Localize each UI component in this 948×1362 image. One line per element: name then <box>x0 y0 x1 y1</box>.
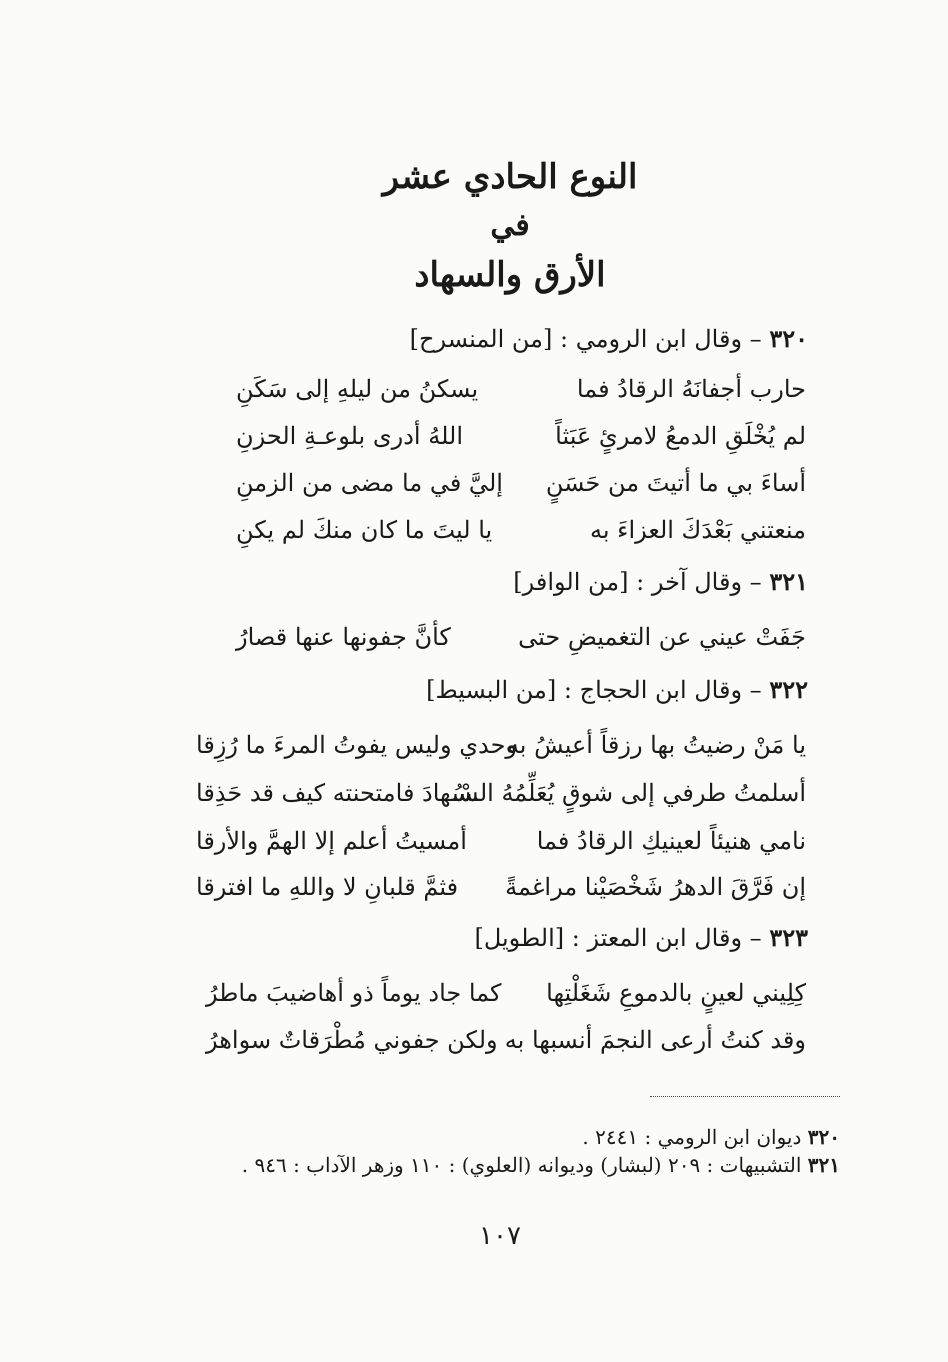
verse-second-hemistich: ـسُهادَ فامتحنته كيف قد حَذِقا <box>196 779 480 807</box>
verse-first-hemistich: منعتني بَعْدَكَ العزاءَ به <box>590 516 806 544</box>
poem-intro-323 <box>474 918 808 958</box>
footnote-text: التشبيهات : ٢٠٩ (لبشار) وديوانه (العلوي) : ١١٠ وزهر الآداب : ٩٤٦ . <box>241 1153 802 1177</box>
verse-second-hemistich: كأنَّ جفونها عنها قصارُ <box>236 623 451 651</box>
heading-line-1: النوع الحادي عشر <box>382 157 638 197</box>
verse-second-hemistich: فثمَّ قلبانِ لا واللهِ ما افترقا <box>196 873 459 901</box>
poem-number: ٣٢٣ <box>769 923 808 952</box>
poem-number: ٣٢١ <box>769 567 808 596</box>
poem-intro-320 <box>410 319 808 359</box>
poem-intro-text: – وقال ابن المعتز : [الطويل] <box>474 924 762 952</box>
verse-first-hemistich: لم يُخْلَقِ الدمعُ لامرئٍ عَبَثاً <box>555 422 806 450</box>
footnote-text: ديوان ابن الرومي : ٢٤٤١ . <box>582 1125 802 1149</box>
footnote-divider <box>650 1096 840 1097</box>
verse-first-hemistich: أسلمتُ طرفي إلى شوقٍ يُعَلِّمُهُ السْـ <box>451 779 806 807</box>
page-number: ١٠٧ <box>479 1221 521 1251</box>
poem-intro-321 <box>513 562 808 602</box>
verse-first-hemistich: كِلِيني لعينٍ بالدموعِ شَغَلْتِها <box>546 979 806 1007</box>
footnote-320 <box>582 1122 840 1152</box>
verse-first-hemistich: يا مَنْ رضيتُ بها رزقاً أعيشُ به <box>506 731 806 759</box>
poem-intro-text: – وقال آخر : [من الوافر] <box>513 568 762 596</box>
poem-intro-322 <box>426 670 808 710</box>
verse-second-hemistich: يسكنُ من ليلهِ إلى سَكَنِ <box>236 375 479 403</box>
verse-first-hemistich: إن فَرَّقَ الدهرُ شَخْصَيْنا مراغمةً <box>505 873 806 901</box>
verse-second-hemistich: اللهُ أدرى بلوعـةِ الحزنِ <box>236 422 463 450</box>
verse-first-hemistich: جَفَتْ عيني عن التغميضِ حتى <box>518 623 806 651</box>
verse-second-hemistich: ولكن جفوني مُطْرَقاتٌ سواهرُ <box>206 1026 498 1054</box>
poem-number: ٣٢٠ <box>769 324 808 353</box>
verse-first-hemistich: حارب أجفانَهُ الرقادُ فما <box>576 375 806 403</box>
poem-intro-text: – وقال ابن الرومي : [من المنسرح] <box>409 325 762 353</box>
verse-first-hemistich: أساءَ بي ما أتيتَ من حَسَنٍ <box>545 469 806 497</box>
footnote-321 <box>242 1150 840 1180</box>
poem-intro-text: – وقال ابن الحجاج : [من البسيط] <box>426 676 762 704</box>
heading-line-2: في <box>490 208 530 243</box>
verse-second-hemistich: إليَّ في ما مضى من الزمنِ <box>236 469 503 497</box>
verse-first-hemistich: وقد كنتُ أرعى النجمَ أنسبها به <box>504 1026 806 1054</box>
verse-second-hemistich: وحدي وليس يفوتُ المرءَ ما رُزِقا <box>196 731 518 759</box>
verse-second-hemistich: يا ليتَ ما كان منكَ لم يكنِ <box>236 516 493 544</box>
verse-second-hemistich: كما جاد يوماً ذو أهاضيبَ ماطرُ <box>206 979 502 1007</box>
footnote-number: ٣٢١ <box>807 1153 840 1177</box>
footnote-number: ٣٢٠ <box>807 1125 840 1149</box>
poem-number: ٣٢٢ <box>769 675 808 704</box>
heading-line-3: الأرق والسهاد <box>414 255 606 295</box>
chapter-heading <box>300 150 720 302</box>
verse-first-hemistich: نامي هنيئاً لعينيكِ الرقادُ فما <box>536 827 806 855</box>
verse-second-hemistich: أمسيتُ أعلم إلا الهمَّ والأرقا <box>196 827 467 855</box>
